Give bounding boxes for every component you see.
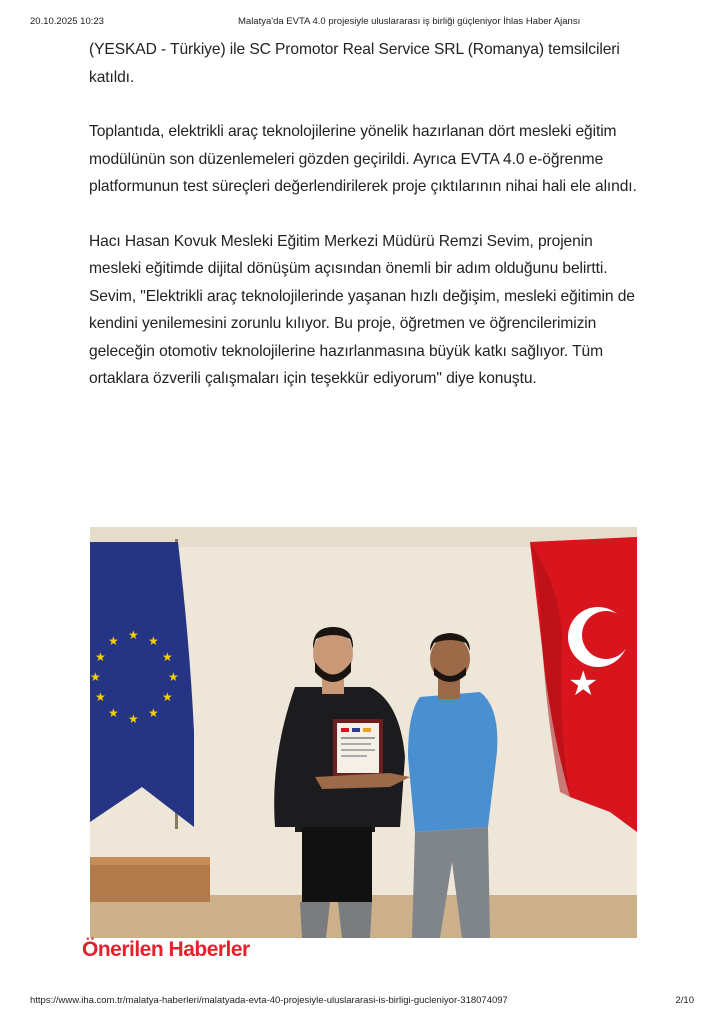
svg-text:★: ★ (148, 706, 159, 720)
print-date: 20.10.2025 10:23 (30, 16, 104, 27)
svg-text:★: ★ (162, 650, 173, 664)
svg-text:★: ★ (128, 628, 139, 642)
eu-flag-image (90, 539, 194, 829)
article-paragraph-2: Toplantıda, elektrikli araç teknolojilerine yönelik hazırlanan dört mesleki eğitim modülünün son düzenlemeleri gözden geçirildi. Ayrıca EVTA 4.0 e-öğrenme platformunun test süreçleri değerlendirilerek proje çıktılarının nihai hali ele alındı. (89, 123, 637, 195)
svg-text:★: ★ (95, 650, 106, 664)
print-page-title: Malatya'da EVTA 4.0 projesiyle uluslararası iş birliği güçleniyor İhlas Haber Ajansı (238, 16, 581, 27)
recommended-news-heading: Önerilen Haberler (82, 938, 250, 961)
print-footer (30, 995, 694, 1009)
article-body (89, 36, 649, 420)
print-url: https://www.iha.com.tr/malatya-haberleri/malatyada-evta-40-projesiyle-uluslararasi-is-birligi-gucleniyor-318074097 (30, 995, 508, 1006)
svg-text:★: ★ (168, 670, 179, 684)
svg-text:★: ★ (148, 634, 159, 648)
svg-text:★: ★ (162, 690, 173, 704)
svg-text:★: ★ (568, 664, 599, 704)
svg-text:★: ★ (95, 690, 106, 704)
svg-text:★: ★ (108, 634, 119, 648)
article-photo (90, 527, 637, 938)
svg-text:★: ★ (108, 706, 119, 720)
svg-text:★: ★ (128, 712, 139, 726)
article-paragraph-3: Hacı Hasan Kovuk Mesleki Eğitim Merkezi Müdürü Remzi Sevim, projenin mesleki eğitimde dijital dönüşüm açısından önemli bir adım olduğunu belirtti. Sevim, "Elektrikli araç teknolojilerinde yaşanan hızlı değişim, mesleki eğitimin de kendini yenilemesini zorunlu kılıyor. Bu proje, öğretmen ve öğrencilerimizin geleceğin otomotiv teknolojilerine hazırlanmasına büyük katkı sağlıyor. Tüm ortaklara özverili çalışmaları için teşekkür ediyorum" diye konuştu. (89, 232, 635, 387)
print-header (30, 16, 694, 30)
article-paragraph-1: (YESKAD - Türkiye) ile SC Promotor Real Service SRL (Romanya) temsilcileri katıldı. (89, 41, 620, 86)
page-number: 2/10 (675, 995, 694, 1006)
svg-text:★: ★ (90, 670, 101, 684)
